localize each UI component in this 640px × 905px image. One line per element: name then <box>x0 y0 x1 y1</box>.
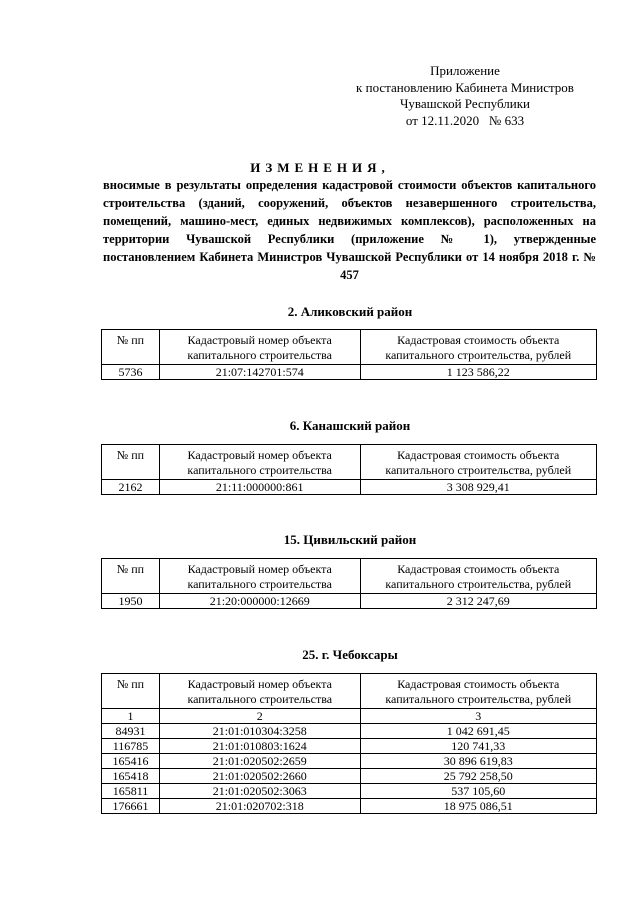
column-index-1: 1 <box>102 709 160 724</box>
section-title-tsivilsky: 15. Цивильский район <box>283 532 417 547</box>
cell-cadastral: 21:20:000000:12669 <box>159 594 360 609</box>
header-cadastral-number: Кадастровый номер объекта капитального строительства <box>159 445 360 480</box>
cell-number: 165418 <box>102 769 160 784</box>
section-title-cheboksary: 25. г. Чебоксары <box>302 647 398 662</box>
cell-number: 176661 <box>102 799 160 814</box>
header-cadastral-value: Кадастровая стоимость объекта капитального строительства, рублей <box>360 330 596 365</box>
column-index-3: 3 <box>360 709 596 724</box>
cell-number: 2162 <box>102 480 160 495</box>
header-cadastral-value: Кадастровая стоимость объекта капитального строительства, рублей <box>360 559 596 594</box>
cell-value: 1 042 691,45 <box>360 724 596 739</box>
cell-number: 165811 <box>102 784 160 799</box>
appendix-block <box>340 63 590 129</box>
section-title-kanashsky: 6. Канашский район <box>289 418 411 433</box>
cell-cadastral: 21:01:020702:318 <box>159 799 360 814</box>
cell-value: 120 741,33 <box>360 739 596 754</box>
cell-value: 1 123 586,22 <box>360 365 596 380</box>
cell-number: 5736 <box>102 365 160 380</box>
table-row <box>102 754 597 769</box>
table-header-row <box>102 559 597 594</box>
header-number: № пп <box>102 559 160 594</box>
appendix-label: Приложение <box>430 63 500 78</box>
document-title: ИЗМЕНЕНИЯ, <box>250 160 390 175</box>
cell-cadastral: 21:07:142701:574 <box>159 365 360 380</box>
cell-cadastral: 21:11:000000:861 <box>159 480 360 495</box>
table-row <box>102 724 597 739</box>
cell-value: 25 792 258,50 <box>360 769 596 784</box>
table-row <box>102 784 597 799</box>
cell-value: 3 308 929,41 <box>360 480 596 495</box>
table-row <box>102 594 597 609</box>
cell-cadastral: 21:01:010803:1624 <box>159 739 360 754</box>
cell-value: 30 896 619,83 <box>360 754 596 769</box>
table-tsivilsky <box>101 558 597 609</box>
table-row <box>102 769 597 784</box>
appendix-decree-ref: к постановлению Кабинета Министров <box>356 79 574 95</box>
table-row <box>102 799 597 814</box>
appendix-date-number: от 12.11.2020 № 633 <box>405 112 525 128</box>
cell-value: 18 975 086,51 <box>360 799 596 814</box>
header-cadastral-value: Кадастровая стоимость объекта капитального строительства, рублей <box>360 674 596 709</box>
column-index-2: 2 <box>159 709 360 724</box>
header-cadastral-number: Кадастровый номер объекта капитального строительства <box>159 559 360 594</box>
section-title-alikovsky: 2. Аликовский район <box>287 304 413 319</box>
cell-cadastral: 21:01:010304:3258 <box>159 724 360 739</box>
table-row <box>102 480 597 495</box>
cell-value: 537 105,60 <box>360 784 596 799</box>
cell-number: 1950 <box>102 594 160 609</box>
cell-cadastral: 21:01:020502:2660 <box>159 769 360 784</box>
appendix-republic: Чувашской Республики <box>399 96 531 111</box>
table-header-row <box>102 330 597 365</box>
table-row <box>102 365 597 380</box>
cell-value: 2 312 247,69 <box>360 594 596 609</box>
document-subtitle: вносимые в результаты определения кадастровой стоимости объектов капитального строительства (зданий, сооружений, объектов незавершенного строительства, помещений, машино-мест, единых недвижимых комплексов), расположенных на территории Чувашской Республики (приложение № 1), утвержденные постановлением Кабинета Министров Чувашской Республики от 14 ноября 2018 г. № 457 <box>103 178 596 282</box>
cell-cadastral: 21:01:020502:3063 <box>159 784 360 799</box>
table-header-row <box>102 445 597 480</box>
cell-number: 116785 <box>102 739 160 754</box>
cell-number: 165416 <box>102 754 160 769</box>
header-number: № пп <box>102 330 160 365</box>
table-cheboksary <box>101 673 597 814</box>
table-alikovsky <box>101 329 597 380</box>
table-header-row <box>102 674 597 709</box>
header-number: № пп <box>102 674 160 709</box>
table-kanashsky <box>101 444 597 495</box>
header-cadastral-number: Кадастровый номер объекта капитального строительства <box>159 674 360 709</box>
cell-cadastral: 21:01:020502:2659 <box>159 754 360 769</box>
header-cadastral-value: Кадастровая стоимость объекта капитального строительства, рублей <box>360 445 596 480</box>
table-row <box>102 739 597 754</box>
column-index-row <box>102 709 597 724</box>
header-number: № пп <box>102 445 160 480</box>
cell-number: 84931 <box>102 724 160 739</box>
header-cadastral-number: Кадастровый номер объекта капитального строительства <box>159 330 360 365</box>
